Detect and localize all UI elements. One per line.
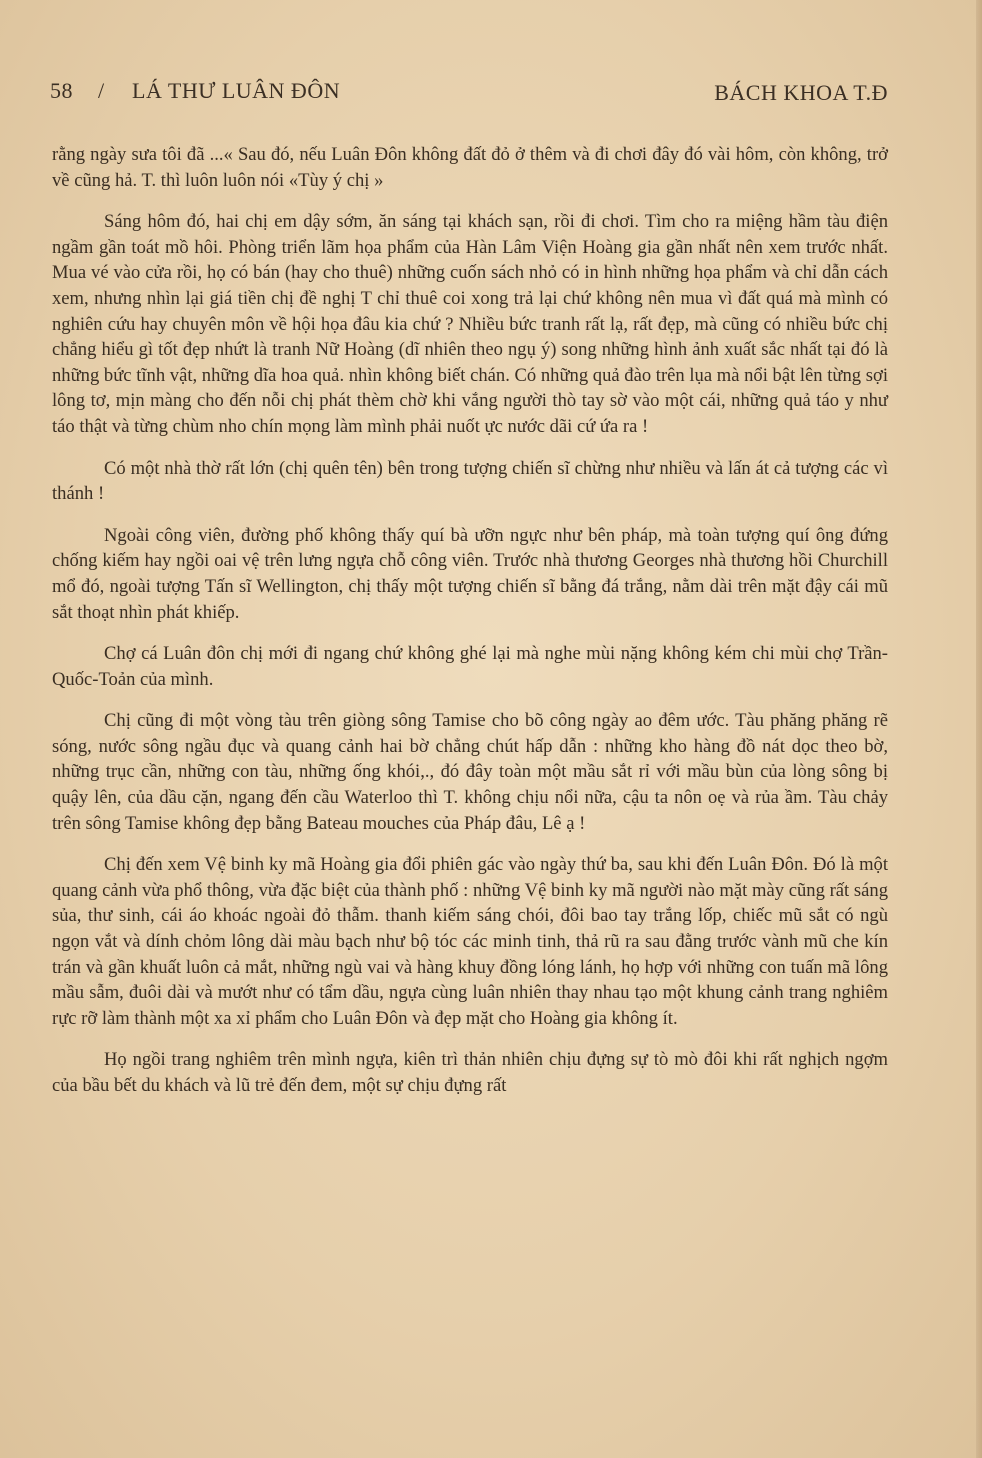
paragraph: Chị đến xem Vệ binh ky mã Hoàng gia đổi phiên gác vào ngày thứ ba, sau khi đến Luân Đôn. Đó là một quang cảnh vừa phổ thông, vừa đặc biệt của thành phố : những Vệ binh ky mã người nào mặt mày cũng rất sáng sủa, thư sinh, cái áo khoác ngoài đỏ thẫm. thanh kiếm sáng chói, đôi bao tay trắng lốp, chiếc mũ sắt có ngù ngọn vắt và dính chỏm lông dài màu bạch như bộ tóc các minh tinh, thả rũ ra sau đằng trước vành mũ che kín trán và gần khuất luôn cả mắt, những ngù vai và hàng khuy đồng lóng lánh, họ hợp với những con tuấn mã lông mầu sẫm, đuôi dài và mướt như có tẩm dầu, ngựa cùng luân nhiên thay nhau tạo một khung cảnh trang nghiêm rực rỡ làm thành một xa xỉ phẩm cho Luân Đôn và đẹp mặt cho Hoàng gia không ít. — [52, 854, 888, 1029]
paragraph: Họ ngồi trang nghiêm trên mình ngựa, kiên trì thản nhiên chịu đựng sự tò mò đôi khi rất nghịch ngợm của bầu bết du khách và lũ trẻ đến đem, một sự chịu đựng rất — [52, 1049, 888, 1096]
page-edge — [976, 0, 982, 1458]
paragraph: Có một nhà thờ rất lớn (chị quên tên) bên trong tượng chiến sĩ chừng như nhiều và lấn át cả tượng các vì thánh ! — [52, 457, 888, 505]
paragraph: Sáng hôm đó, hai chị em dậy sớm, ăn sáng tại khách sạn, rồi đi chơi. Tìm cho ra miệng hầm tàu điện ngầm gần toát mồ hôi. Phòng triển lãm họa phẩm của Hàn Lâm Viện Hoàng gia gần nhất nên xem trước nhất. Mua vé vào cửa rồi, họ có bán (hay cho thuê) những cuốn sách nhỏ có in hình những họa phẩm và chỉ dẫn cách xem, nhưng nhìn lại giá tiền chị đề nghị T chỉ thuê coi xong trả lại chứ không nên mua vì đất quá mà mình có nghiên cứu hay chuyên môn về hội họa đâu kia chứ ? Nhiều bức tranh rất lạ, rất đẹp, mà cũng có nhiều bức chị chẳng hiểu gì tốt đẹp nhứt là tranh Nữ Hoàng (dĩ nhiên theo ngụ ý) song những hình ảnh xuất sắc nhất tại đó là những bức tĩnh vật, những dĩa hoa quả. nhìn không biết chán. Có những quả đào trên lụa mà nổi bật lên từng sợi lông tơ, mịn màng cho đến nỗi chị phát thèm chờ khi vắng người thò tay sờ vào một cái, những quả táo y như táo thật và từng chùm nho chín mọng làm mình phải nuốt ực nước dãi cứ ứa ra ! — [52, 211, 888, 437]
page-number: 58 — [50, 78, 73, 103]
running-title: LÁ THƯ LUÂN ĐÔN — [132, 78, 341, 103]
paragraph: rằng ngày sưa tôi đã ...« Sau đó, nếu Luân Đôn không đất đỏ ở thêm và đi chơi đây đó vài hôm, còn không, trở về cũng hả. T. thì luôn luôn nói «Tùy ý chị » — [52, 144, 888, 191]
magazine-name: BÁCH KHOA T.Đ — [714, 80, 888, 105]
paragraph: Chợ cá Luân đôn chị mới đi ngang chứ không ghé lại mà nghe mùi nặng không kém chi mùi chợ Trần-Quốc-Toản của mình. — [52, 643, 888, 690]
article-body — [52, 142, 888, 1115]
paragraph: Chị cũng đi một vòng tàu trên giòng sông Tamise cho bõ công ngày ao đêm ước. Tàu phăng phăng rẽ sóng, nước sông ngầu đục và quang cảnh hai bờ chẳng chút hấp dẫn : những kho hàng đồ nát dọc theo bờ, những trục cần, những con tàu, những ống khói,., đó đây toàn một mầu sắt rỉ với mầu bùn của lòng sông bị quậy lên, của dầu cặn, ngang đến cầu Waterloo thì T. không chịu nổi nữa, cậu ta nôn oẹ và rủa ầm. Tàu chảy trên sông Tamise không đẹp bằng Bateau mouches của Pháp đâu, Lê ạ ! — [52, 710, 888, 834]
page-header — [50, 78, 888, 112]
paragraph: Ngoài công viên, đường phố không thấy quí bà ưỡn ngực như bên pháp, mà toàn tượng quí ông đứng chống kiếm hay ngồi oai vệ trên lưng ngựa chỗ công viên. Trước nhà thương Georges nhà thương hồi Churchill mổ đó, ngoài tượng Tấn sĩ Wellington, chị thấy một tượng chiến sĩ bằng đá trắng, nằm dài trên mặt đậy cái mũ sắt thoạt nhìn phát khiếp. — [52, 524, 888, 623]
header-separator: / — [98, 78, 105, 103]
